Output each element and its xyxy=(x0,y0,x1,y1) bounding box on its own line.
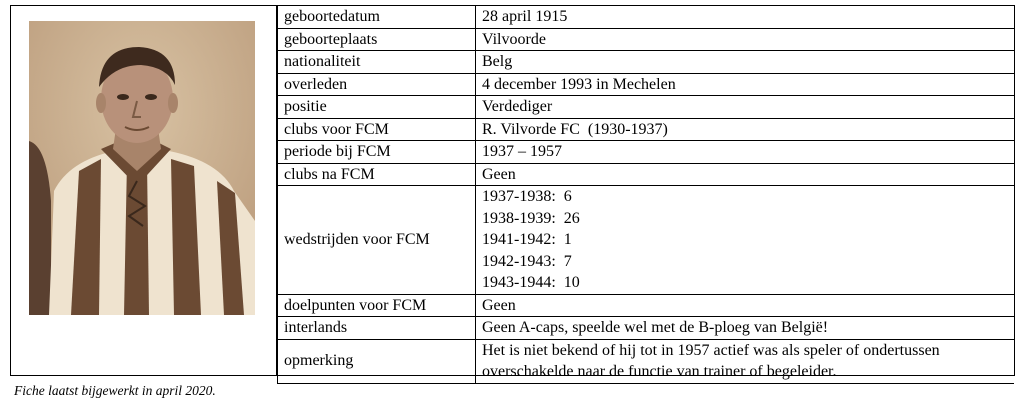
birth-date-value: 28 april 1915 xyxy=(476,6,1015,28)
clubs-after-label: clubs na FCM xyxy=(278,163,476,186)
match-count: 6 xyxy=(563,188,572,205)
season-line xyxy=(482,251,1008,273)
table-row xyxy=(278,73,1015,96)
table-row xyxy=(278,118,1015,141)
table-row xyxy=(278,96,1015,119)
remark-label: opmerking xyxy=(278,339,476,383)
table-row xyxy=(278,294,1015,317)
matches-label: wedstrijden voor FCM xyxy=(278,186,476,295)
table-row xyxy=(278,141,1015,164)
season: 1942-1943: xyxy=(482,252,556,270)
table-row xyxy=(278,186,1015,295)
birth-place-label: geboorteplaats xyxy=(278,28,476,51)
caps-value: Geen A-caps, speelde wel met de B-ploeg van België! xyxy=(476,317,1015,340)
last-updated-note: Fiche laatst bijgewerkt in april 2020. xyxy=(14,383,216,398)
table-row xyxy=(278,339,1015,383)
matches-value xyxy=(476,186,1015,295)
period-value: 1937 – 1957 xyxy=(476,141,1015,164)
position-label: positie xyxy=(278,96,476,119)
table-row xyxy=(278,6,1015,28)
nationality-value: Belg xyxy=(476,51,1015,74)
period-label: periode bij FCM xyxy=(278,141,476,164)
nationality-label: nationaliteit xyxy=(278,51,476,74)
deceased-label: overleden xyxy=(278,73,476,96)
season: 1943-1944: xyxy=(482,274,556,291)
match-count: 10 xyxy=(563,274,580,291)
table-row xyxy=(278,28,1015,51)
season-line xyxy=(482,186,1008,208)
player-info-table xyxy=(277,6,1014,384)
table-row xyxy=(278,51,1015,74)
season: 1941-1942: xyxy=(482,231,556,248)
match-count: 1 xyxy=(563,231,572,248)
remark-line: overschakelde naar de functie van trainer of begeleider. xyxy=(482,363,837,380)
remark-value xyxy=(476,339,1015,383)
season: 1937-1938: xyxy=(482,188,556,205)
goals-label: doelpunten voor FCM xyxy=(278,294,476,317)
match-count: 26 xyxy=(563,209,580,227)
deceased-value: 4 december 1993 in Mechelen xyxy=(476,73,1015,96)
birth-place-value: Vilvoorde xyxy=(476,28,1015,51)
table-row xyxy=(278,163,1015,186)
position-value: Verdediger xyxy=(476,96,1015,119)
player-photo xyxy=(29,21,255,315)
photo-cell xyxy=(11,6,277,375)
table-row xyxy=(278,317,1015,340)
birth-date-label: geboortedatum xyxy=(278,6,476,28)
season-line xyxy=(482,208,1008,230)
caps-label: interlands xyxy=(278,317,476,340)
season: 1938-1939: xyxy=(482,209,556,227)
goals-value: Geen xyxy=(476,294,1015,317)
clubs-before-label: clubs voor FCM xyxy=(278,118,476,141)
remark-line: Het is niet bekend of hij tot in 1957 actief was als speler of ondertussen xyxy=(482,341,940,359)
season-line xyxy=(482,229,1008,251)
player-fiche xyxy=(10,5,1015,380)
clubs-before-value: R. Vilvorde FC (1930-1937) xyxy=(476,118,1015,141)
match-count: 7 xyxy=(563,252,572,270)
player-photo-illustration xyxy=(29,21,255,315)
season-line xyxy=(482,272,1008,294)
clubs-after-value: Geen xyxy=(476,163,1015,186)
